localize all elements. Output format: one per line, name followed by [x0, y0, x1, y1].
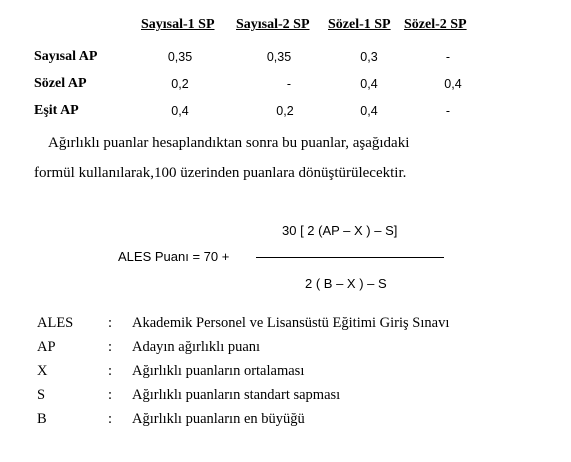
row-label-sayisal-ap: Sayısal AP [34, 49, 98, 64]
definition-term-x: X [37, 363, 48, 379]
column-header-sozel-2: Sözel-2 SP [404, 17, 467, 32]
definition-separator: : [108, 387, 113, 403]
table-cell: 0,4 [171, 104, 189, 118]
definition-desc-s: Ağırlıklı puanların standart sapması [132, 387, 341, 403]
definition-desc-ap: Adayın ağırlıklı puanı [132, 339, 261, 355]
table-cell: 0,35 [167, 50, 193, 64]
table-cell: 0,4 [360, 77, 378, 91]
formula-lhs: ALES Puanı = 70 + [118, 249, 230, 264]
definition-term-ap: AP [37, 339, 56, 355]
paragraph-line-1: Ağırlıklı puanlar hesaplandıktan sonra bu puanlar, aşağıdaki [48, 135, 410, 151]
table-cell: 0,4 [444, 77, 462, 91]
definition-term-s: S [37, 387, 46, 403]
definition-term-ales: ALES [37, 315, 74, 331]
column-header-sayisal-1: Sayısal-1 SP [141, 17, 215, 32]
definition-separator: : [108, 315, 113, 331]
table-cell: 0,4 [360, 104, 378, 118]
table-cell: - [286, 77, 292, 91]
table-cell: - [445, 50, 451, 64]
definition-separator: : [108, 363, 113, 379]
definition-separator: : [108, 411, 113, 427]
table-cell: 0,2 [276, 104, 294, 118]
column-header-sozel-1: Sözel-1 SP [328, 17, 391, 32]
table-cell: 0,2 [171, 77, 189, 91]
definition-separator: : [108, 339, 113, 355]
definition-desc-ales: Akademik Personel ve Lisansüstü Eğitimi Giriş Sınavı [132, 315, 450, 331]
column-header-sayisal-2: Sayısal-2 SP [236, 17, 310, 32]
definition-desc-x: Ağırlıklı puanların ortalaması [132, 363, 305, 379]
table-cell: - [445, 104, 451, 118]
row-label-esit-ap: Eşit AP [34, 103, 79, 118]
definition-term-b: B [37, 411, 47, 427]
row-label-sozel-ap: Sözel AP [34, 76, 87, 91]
table-cell: 0,3 [360, 50, 378, 64]
formula-numerator: 30 [ 2 (AP – X ) – S] [282, 223, 398, 238]
paragraph-line-2: formül kullanılarak,100 üzerinden puanlara dönüştürülecektir. [34, 165, 407, 181]
table-cell: 0,35 [266, 50, 292, 64]
formula-denominator: 2 ( B – X ) – S [305, 276, 387, 291]
fraction-bar [256, 257, 444, 258]
definition-desc-b: Ağırlıklı puanların en büyüğü [132, 411, 305, 427]
